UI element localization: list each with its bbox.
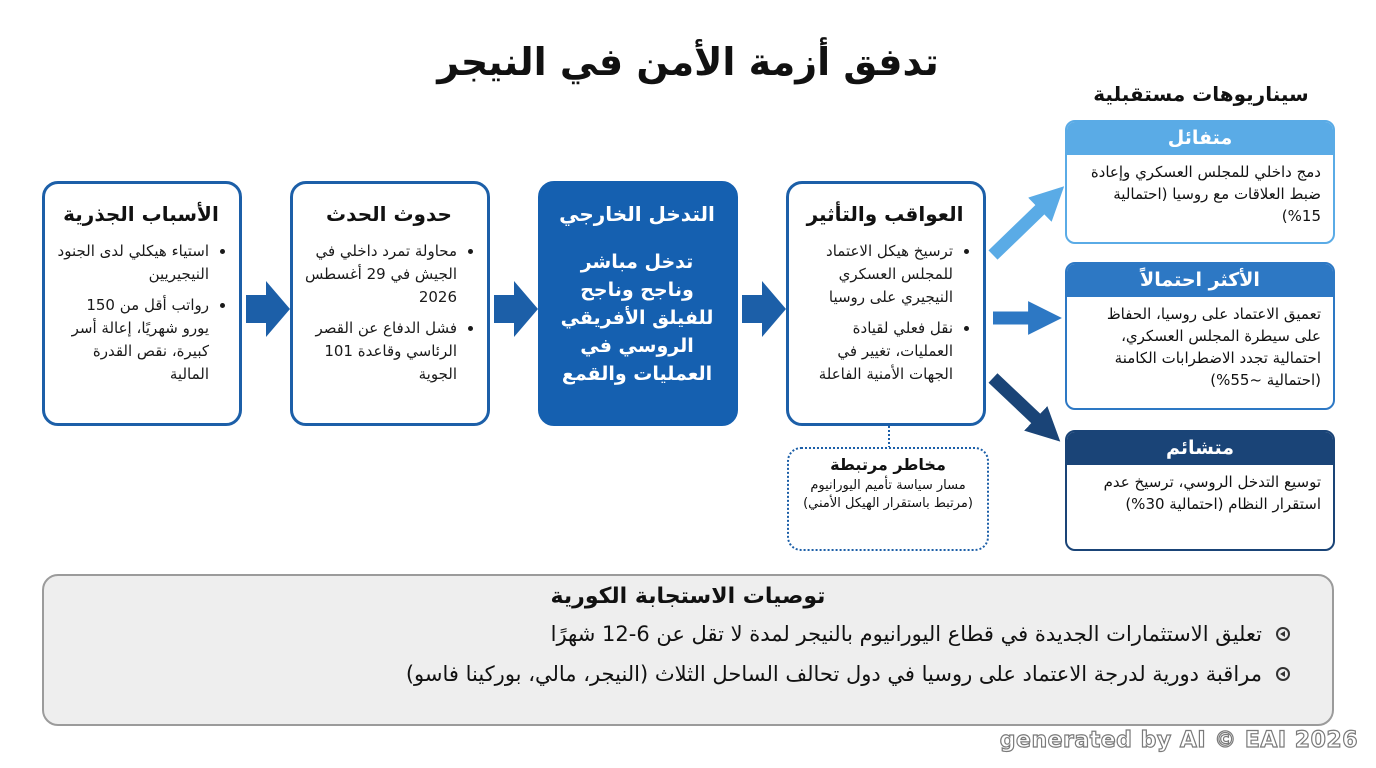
arrow-pessimistic-icon bbox=[993, 378, 1048, 430]
arrow-optimistic-icon bbox=[993, 198, 1052, 255]
flow-bullet: • ترسيخ هيكل الاعتماد للمجلس العسكري النيجيري على روسيا bbox=[801, 240, 953, 309]
risk-title: مخاطر مرتبطة bbox=[830, 455, 946, 474]
scenario-text: دمج داخلي للمجلس العسكري وإعادة ضبط العلاقات مع روسيا (احتمالية 15%) bbox=[1090, 163, 1321, 225]
scenario-pessimistic bbox=[1065, 430, 1335, 551]
flow-bullet: • نقل فعلي لقيادة العمليات، تغيير في الجهات الأمنية الفاعلة bbox=[801, 317, 953, 386]
circle-arrow-bullet-icon bbox=[1276, 627, 1290, 641]
recommendations-panel bbox=[42, 574, 1334, 726]
flow-heading-consequences: العواقب والتأثير bbox=[806, 202, 964, 226]
scenarios-header: سيناريوهات مستقبلية bbox=[1093, 82, 1309, 106]
flow-heading-root-causes: الأسباب الجذرية bbox=[63, 202, 219, 226]
flow-bullet: • محاولة تمرد داخلي في الجيش في 29 أغسطس 2026 bbox=[305, 240, 457, 309]
recommendation-text: مراقبة دورية لدرجة الاعتماد على روسيا في دول تحالف الساحل الثلاث (النيجر، مالي، بوركينا فاسو) bbox=[405, 662, 1262, 686]
recommendation-text: تعليق الاستثمارات الجديدة في قطاع اليورانيوم بالنيجر لمدة لا تقل عن 6-12 شهرًا bbox=[550, 622, 1262, 646]
circle-arrow-bullet-icon bbox=[1276, 667, 1290, 681]
recommendation-item bbox=[44, 659, 1332, 689]
flow-heading-event: حدوث الحدث bbox=[326, 202, 452, 226]
scenario-text: توسيع التدخل الروسي، ترسيخ عدم استقرار النظام (احتمالية 30%) bbox=[1103, 473, 1321, 513]
flow-bullet: • فشل الدفاع عن القصر الرئاسي وقاعدة 101 الجوية bbox=[305, 317, 457, 386]
flow-bullet: • استياء هيكلي لدى الجنود النيجيريين bbox=[57, 240, 209, 286]
flow-bullet: • رواتب أقل من 150 يورو شهريًا، إعالة أسر كبيرة، نقص القدرة المالية bbox=[57, 294, 209, 386]
recommendation-item bbox=[44, 619, 1332, 649]
scenario-title: متفائل bbox=[1067, 122, 1333, 155]
scenario-optimistic bbox=[1065, 120, 1335, 244]
scenario-title: متشائم bbox=[1067, 432, 1333, 465]
risk-text: مسار سياسة تأميم اليورانيوم (مرتبط باستقرار الهيكل الأمني) bbox=[803, 478, 973, 511]
page-title: تدفق أزمة الأمن في النيجر bbox=[437, 40, 939, 84]
scenario-text: تعميق الاعتماد على روسيا، الحفاظ على سيطرة المجلس العسكري، احتمالية تجدد الاضطرابات الكامنة (احتمالية ~55%) bbox=[1106, 305, 1321, 389]
flow-heading-intervention: التدخل الخارجي bbox=[559, 202, 715, 226]
scenario-most-likely bbox=[1065, 262, 1335, 410]
scenario-title: الأكثر احتمالاً bbox=[1067, 264, 1333, 297]
watermark: generated by AI © EAI 2026 bbox=[999, 728, 1358, 753]
flow-body-intervention: تدخل مباشر وناجح وناجح للفيلق الأفريقي الروسي في العمليات والقمع bbox=[560, 251, 714, 385]
recommendations-title: توصيات الاستجابة الكورية bbox=[550, 584, 826, 609]
